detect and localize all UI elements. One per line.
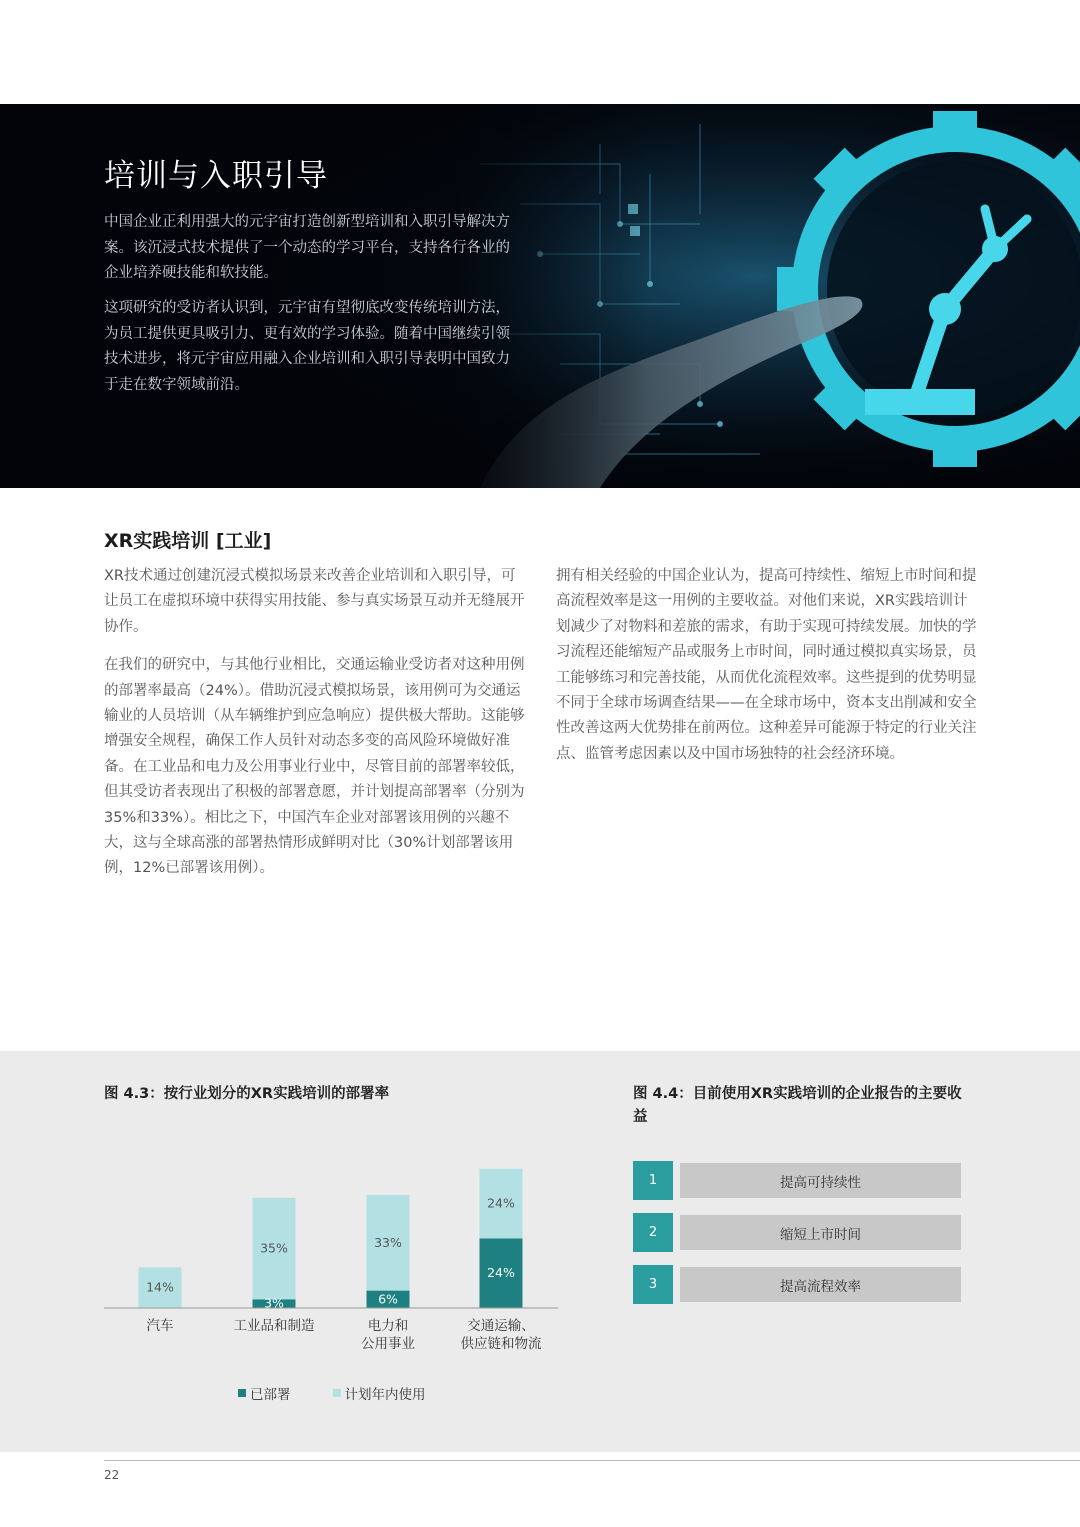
deployment-bar-chart [100, 1161, 570, 1361]
benefit-rank: 1 [633, 1161, 673, 1200]
legend-swatch-planned [333, 1389, 341, 1397]
legend-swatch-deployed [238, 1389, 246, 1397]
figure-4-3-title: 图 4.3：按行业划分的XR实践培训的部署率 [104, 1086, 390, 1102]
left-column [104, 564, 526, 895]
category-label: 供应链和物流 [460, 1336, 542, 1352]
bar-value-label: 24% [487, 1195, 515, 1211]
benefit-rank: 3 [633, 1265, 673, 1304]
legend-item-planned [333, 1383, 426, 1403]
category-label: 汽车 [146, 1318, 174, 1334]
page-title: 培训与入职引导 [104, 158, 328, 194]
benefit-label: 提高流程效率 [680, 1267, 961, 1302]
category-label: 工业品和制造 [233, 1318, 315, 1334]
bar-value-label: 14% [146, 1279, 174, 1295]
benefit-rank: 2 [633, 1213, 673, 1252]
left-paragraph-1: XR技术通过创建沉浸式模拟场景来改善企业培训和入职引导，可让员工在虚拟环境中获得实用技能、参与真实场景互动并无缝展开协作。 [104, 568, 525, 635]
chart-legend [238, 1383, 426, 1403]
benefit-label: 缩短上市时间 [680, 1215, 961, 1250]
page-number: 22 [104, 1468, 120, 1482]
bar-value-label: 6% [378, 1291, 398, 1307]
right-column [556, 564, 978, 780]
hero-banner [0, 104, 1080, 488]
legend-item-deployed [238, 1383, 291, 1403]
right-paragraph-1: 拥有相关经验的中国企业认为，提高可持续性、缩短上市时间和提高流程效率是这一用例的主要收益。对他们来说，XR实践培训计划减少了对物料和差旅的需求，有助于实现可持续发展。加快的学习流程还能缩短产品或服务上市时间，同时通过模拟真实场景，员工能够练习和完善技能，从而优化流程效率。这些提到的优势明显不同于全球市场调查结果——在全球市场中，资本支出削减和安全性改善这两大优势排在前两位。这种差异可能源于特定的行业关注点、监管考虑因素以及中国市场独特的社会经济环境。 [556, 568, 977, 762]
category-label: 电力和 [367, 1318, 409, 1334]
hero-paragraph-2: 这项研究的受访者认识到，元宇宙有望彻底改变传统培训方法，为员工提供更具吸引力、更有效的学习体验。随着中国继续引领技术进步，将元宇宙应用融入企业培训和入职引导表明中国致力于走在数字领域前沿。 [104, 300, 510, 393]
section-title: XR实践培训 [工业] [104, 530, 272, 552]
bar-value-label: 35% [260, 1240, 288, 1256]
figure-4-4-title: 图 4.4：目前使用XR实践培训的企业报告的主要收益 [633, 1086, 962, 1125]
figures-panel [0, 1051, 1080, 1452]
hero-paragraph-1: 中国企业正利用强大的元宇宙打造创新型培训和入职引导解决方案。该沉浸式技术提供了一个动态的学习平台，支持各行各业的企业培养硬技能和软技能。 [104, 214, 510, 281]
left-paragraph-2: 在我们的研究中，与其他行业相比，交通运输业受访者对这种用例的部署率最高（24%）。借助沉浸式模拟场景，该用例可为交通运输业的人员培训（从车辆维护到应急响应）提供极大帮助。这能够增强安全规程，确保工作人员针对动态多变的高风险环境做好准备。在工业品和电力及公用事业行业中，尽管目前的部署率较低，但其受访者表现出了积极的部署意愿，并计划提高部署率（分别为35%和33%）。相比之下，中国汽车企业对部署该用例的兴趣不大，这与全球高涨的部署热情形成鲜明对比（30%计划部署该用例，12%已部署该用例）。 [104, 657, 525, 877]
category-label: 交通运输、 [467, 1318, 535, 1334]
category-label: 公用事业 [361, 1336, 415, 1352]
bar-value-label: 24% [487, 1265, 515, 1281]
bar-value-label: 3% [264, 1295, 284, 1311]
legend-label-planned: 计划年内使用 [344, 1387, 426, 1403]
bar-value-label: 33% [374, 1234, 402, 1250]
legend-label-deployed: 已部署 [250, 1387, 291, 1403]
benefit-label: 提高可持续性 [680, 1163, 961, 1198]
footer-divider [104, 1460, 1080, 1461]
